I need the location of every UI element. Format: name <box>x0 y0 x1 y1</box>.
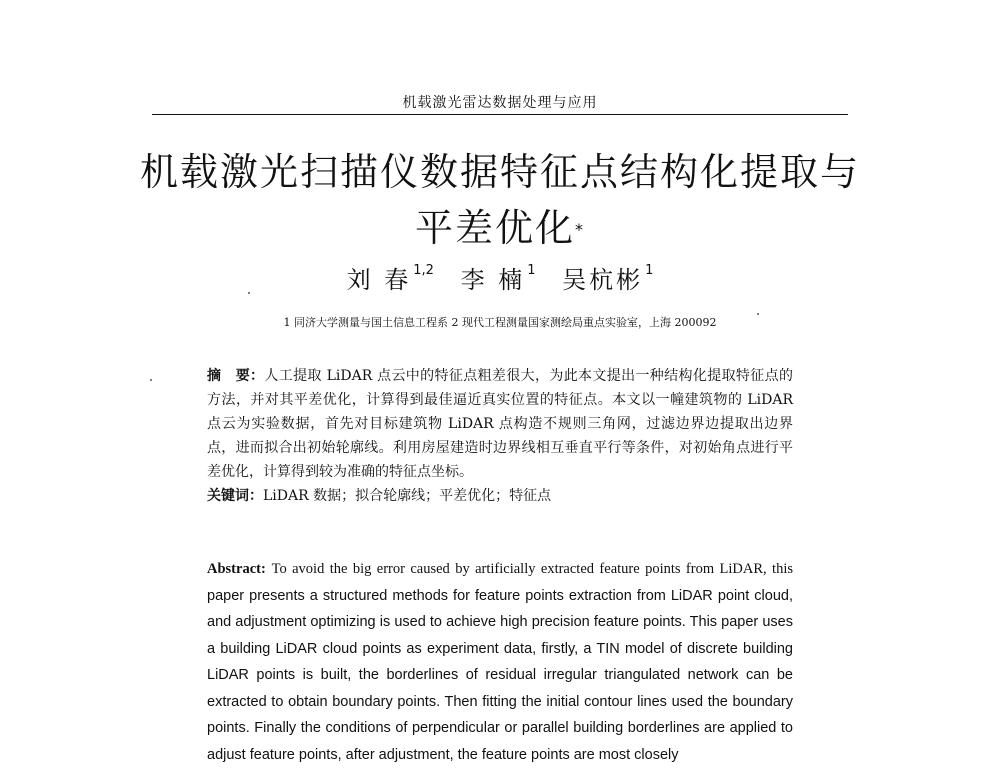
author-1 <box>347 260 434 295</box>
author-2 <box>461 260 536 295</box>
author-name: 吴杭彬 <box>562 266 644 294</box>
keywords-text: LiDAR 数据；拟合轮廓线；平差优化；特征点 <box>263 488 552 504</box>
paper-title-line-2 <box>130 198 870 258</box>
abstract-cn-label: 摘 要： <box>207 368 265 384</box>
scan-speck <box>757 313 759 315</box>
author-affiliation-mark: 1 <box>527 263 536 278</box>
author-affiliation-mark: 1,2 <box>413 263 434 278</box>
paper-title-text-1: 机载激光扫描仪数据特征点结构化提取与 <box>139 150 860 194</box>
affiliation-text: 1 同济大学测量与国土信息工程系 2 现代工程测量国家测绘局重点实验室，上海 200092 <box>283 316 717 329</box>
running-header-text: 机载激光雷达数据处理与应用 <box>402 95 598 111</box>
chinese-abstract-paragraph <box>207 364 793 484</box>
keywords-label: 关键词： <box>207 488 263 504</box>
header-rule <box>152 114 848 115</box>
paper-title-text-2: 平差优化 <box>414 206 575 250</box>
affiliation-line <box>0 314 1000 330</box>
paper-title-line-1 <box>130 142 870 202</box>
abstract-en-lead: To avoid the big error caused by artificially extracted feature points from LiDAR, this <box>271 561 793 577</box>
author-list <box>0 260 1000 295</box>
scan-speck <box>248 292 250 294</box>
author-3 <box>562 260 653 295</box>
abstract-cn-text: 人工提取 LiDAR 点云中的特征点粗差很大，为此本文提出一种结构化提取特征点的方法，并对其平差优化，计算得到最佳逼近真实位置的特征点。本文以一幢建筑物的 LiDAR 点云为实验数据，首先对目标建筑物 LiDAR 点构造不规则三角网，过滤边界边提取出边界点，进而拟合出初始轮廓线。利用房屋建造时边界线相互垂直平行等条件，对初始角点进行平差优化，计算得到较为准确的特征点坐标。 <box>207 368 793 480</box>
scan-speck <box>150 379 152 381</box>
chinese-abstract <box>207 364 793 508</box>
title-footnote-mark: * <box>575 220 585 239</box>
abstract-en-body: paper presents a structured methods for feature points extraction from LiDAR point cloud, and adjustment optimizing is used to achieve high precision feature points. This paper uses a building LiDAR cloud points as experiment data, firstly, a TIN model of discrete building LiDAR points is built, the borderlines of residual irregular triangulated network can be extracted to obtain boundary points. Then fitting the initial contour lines used the boundary points. Finally the conditions of perpendicular or parallel building borderlines are applied to adjust feature points, after adjustment, the feature points are most closely <box>207 587 793 763</box>
author-affiliation-mark: 1 <box>645 263 654 278</box>
abstract-en-label: Abstract: <box>207 561 266 577</box>
author-name: 刘 春 <box>346 266 412 294</box>
keywords-line <box>207 484 793 508</box>
running-header <box>0 92 1000 112</box>
author-name: 李 楠 <box>460 266 526 294</box>
english-abstract <box>207 556 793 768</box>
